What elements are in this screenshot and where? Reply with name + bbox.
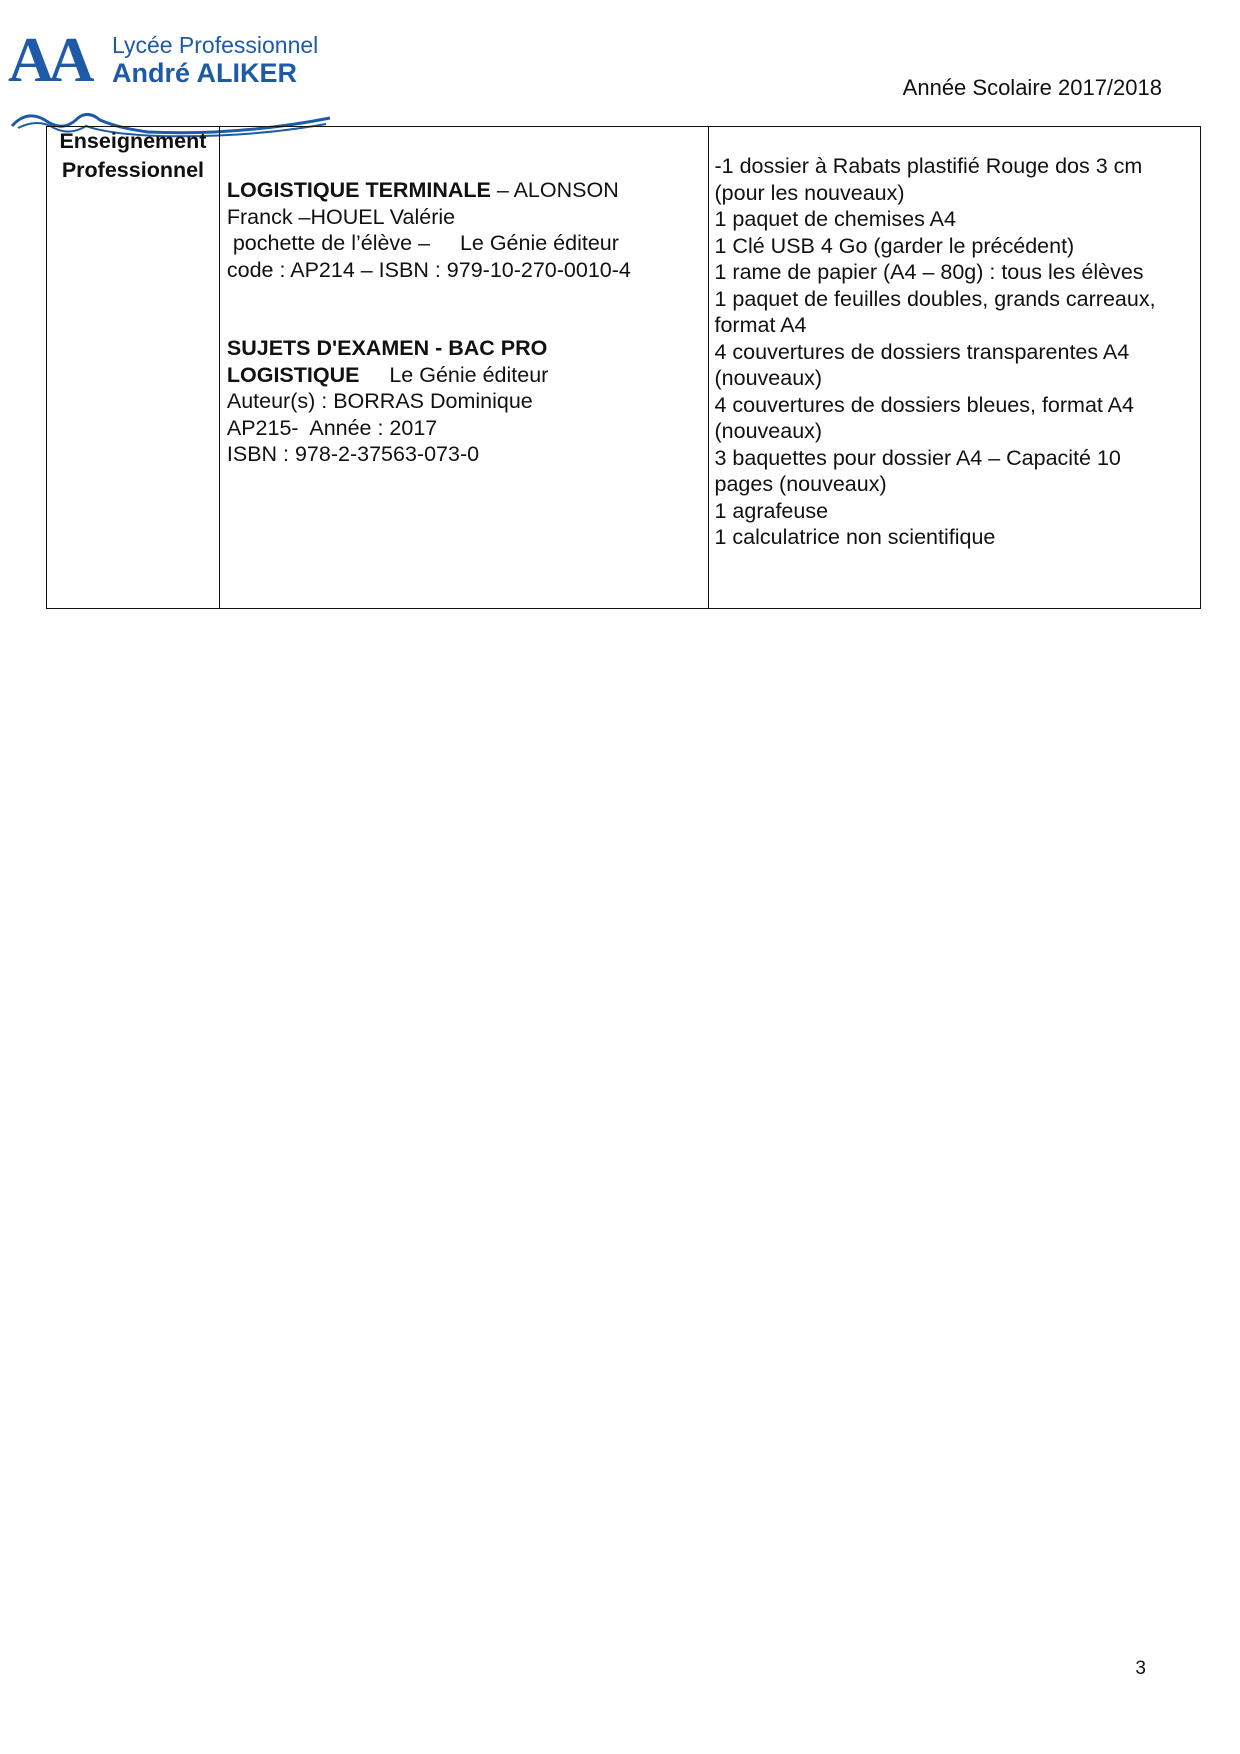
supply-item: (nouveaux) — [714, 419, 823, 443]
supply-item: 1 paquet de chemises A4 — [714, 207, 956, 231]
book-2-title-1: SUJETS D'EXAMEN - BAC PRO — [226, 336, 548, 360]
book-1-edition: pochette de l’élève – Le Génie éditeur — [226, 231, 619, 255]
logo-school-type: Lycée Professionnel — [112, 32, 319, 58]
supply-item: 1 Clé USB 4 Go (garder le précédent) — [714, 233, 1075, 258]
book-2-code-year: AP215- Année : 2017 — [226, 415, 438, 440]
supply-item: 1 rame de papier (A4 – 80g) : tous les élèves — [714, 260, 1144, 284]
subject-line-2: Professionnel — [61, 158, 205, 182]
supply-item: 1 paquet de feuilles doubles, grands carreaux, — [714, 286, 1156, 311]
supplies-list — [709, 127, 1201, 551]
book-2-title-2: LOGISTIQUE — [226, 362, 360, 387]
supply-item: 4 couvertures de dossiers bleues, format A4 — [714, 392, 1134, 417]
books-cell — [219, 127, 708, 609]
supply-item: format A4 — [714, 313, 807, 337]
book-2-publisher: Le Génie éditeur — [359, 362, 549, 387]
logo-letters: AA — [8, 24, 89, 95]
book-2-authors: Auteur(s) : BORRAS Dominique — [226, 389, 533, 413]
book-2 — [227, 335, 702, 468]
supply-item: pages (nouveaux) — [714, 472, 887, 496]
school-logo — [8, 24, 338, 118]
supply-item: 4 couvertures de dossiers transparentes A4 — [714, 339, 1130, 364]
supply-item: (pour les nouveaux) — [714, 180, 905, 205]
book-1-authors-a: – ALONSON — [490, 178, 619, 202]
supplies-cell — [708, 127, 1201, 609]
supply-item: 1 agrafeuse — [714, 498, 829, 523]
subject-cell — [47, 127, 220, 609]
page-number: 3 — [1135, 1658, 1146, 1679]
school-year: Année Scolaire 2017/2018 — [902, 75, 1162, 100]
supplies-table — [46, 126, 1201, 609]
book-1-code: code : AP214 – ISBN : 979-10-270-0010-4 — [226, 257, 631, 282]
supply-item: (nouveaux) — [714, 366, 823, 390]
book-1-title: LOGISTIQUE TERMINALE — [226, 178, 491, 202]
logo-school-name: André ALIKER — [112, 58, 298, 88]
book-1-authors-b: Franck –HOUEL Valérie — [226, 204, 456, 229]
subject-line-1: Enseignement — [59, 129, 207, 153]
table-row — [47, 127, 1201, 609]
book-1 — [227, 177, 702, 283]
supply-item: 1 calculatrice non scientifique — [714, 525, 996, 549]
supply-item: -1 dossier à Rabats plastifié Rouge dos 3 cm — [714, 154, 1143, 178]
book-2-isbn: ISBN : 978-2-37563-073-0 — [226, 442, 480, 466]
supply-item: 3 baquettes pour dossier A4 – Capacité 10 — [714, 445, 1121, 470]
